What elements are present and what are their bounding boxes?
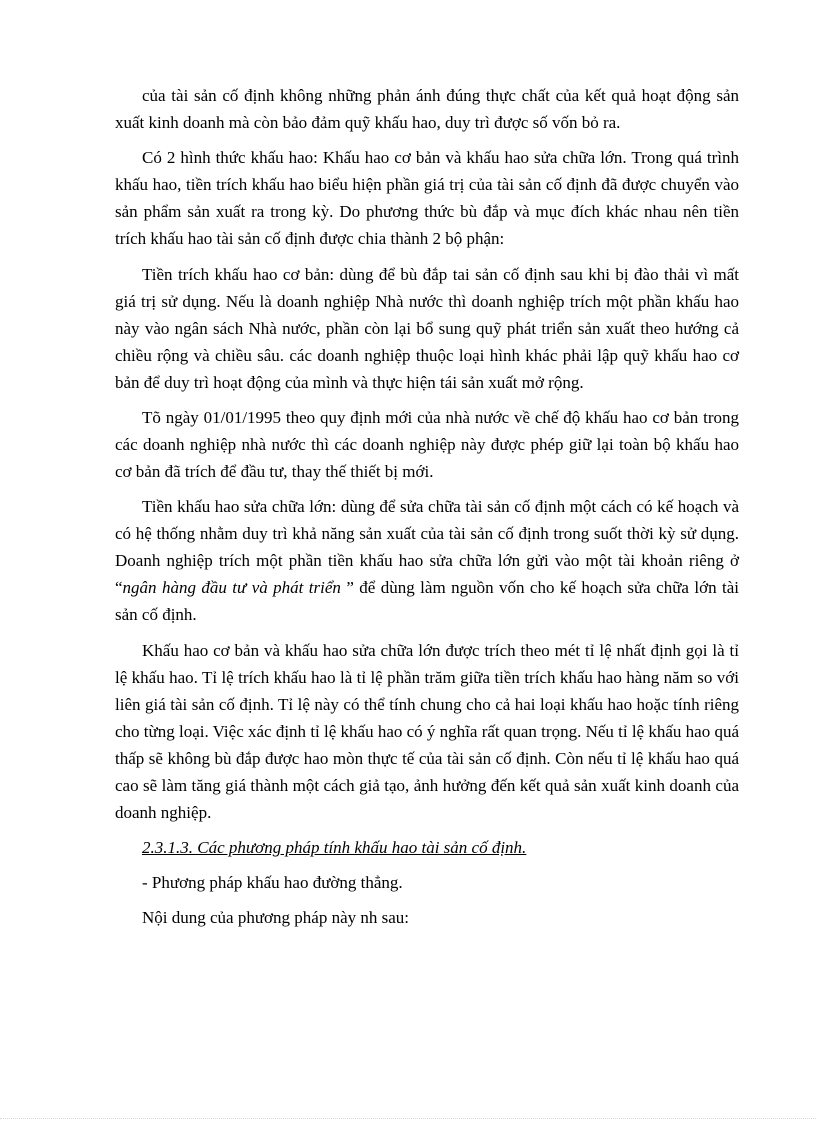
paragraph-basic-depreciation: Tiền trích khấu hao cơ bản: dùng để bù đắp tai sản cố định sau khi bị đào thải vì mất giá trị sử dụng. Nếu là doanh nghiệp Nhà nước thì doanh nghiệp trích một phần khấu hao này vào ngân sách Nhà nước, phần còn lại bổ sung quỹ phát triển sản xuất theo hướng cả chiều rộng và chiều sâu. các doanh nghiệp thuộc loại hình khác phải lập quỹ khấu hao cơ bản để duy trì hoạt động của mình và thực hiện tái sản xuất mở rộng. [115,265,739,392]
paragraph-depreciation-forms: Có 2 hình thức khấu hao: Khấu hao cơ bản và khấu hao sửa chữa lớn. Trong quá trình khấu hao, tiền trích khấu hao biểu hiện phần giá trị của tài sản cố định đã được chuyển vào sản phẩm sản xuất ra trong kỳ. Do phương thức bù đắp và mục đích khác nhau nên tiền trích khấu hao tài sản cố định được chia thành 2 bộ phận: [115,148,739,248]
method-content-line: Nội dung của phương pháp này nh sau: [142,908,410,927]
method-line: - Phương pháp khấu hao đường thẳng. [142,873,403,892]
paragraph-asset-depreciation-intro: của tài sản cố định không những phản ánh đúng thực chất của kết quả hoạt động sản xuất kinh doanh mà còn bảo đảm quỹ khấu hao, duy trì được số vốn bỏ ra. [115,86,739,132]
bank-name-italic: ngân hàng đầu tư và phát triển [122,578,341,597]
document-page [115,82,739,939]
paragraph-text-part: ” để dùng làm nguồn vốn cho kế hoạch sửa chữa lớn tài sản cố định. [115,578,739,624]
paragraph-text-part: Tiền khấu hao sửa chữa lớn: dùng để sửa chữa tài sản cố định một cách có kế hoạch và có hệ thống nhằm duy trì khả năng sản xuất của tài sản cố định trong suốt thời kỳ sử dụng. Doanh nghiệp trích một phần tiền khấu hao sửa chữa lớn gửi vào một tài khoản riêng ở “ [115,497,739,597]
paragraph-depreciation-rate: Khấu hao cơ bản và khấu hao sửa chữa lớn được trích theo mét tỉ lệ nhất định gọi là tỉ lệ khấu hao. Tỉ lệ trích khấu hao là tỉ lệ phần trăm giữa tiền trích khấu hao hàng năm so với liên giá tài sản cố định. Tỉ lệ này có thể tính chung cho cả hai loại khấu hao hoặc tính riêng cho từng loại. Việc xác định tỉ lệ khấu hao có ý nghĩa rất quan trọng. Nếu tỉ lệ khấu hao quá thấp sẽ không bù đắp được hao mòn thực tế của tài sản cố định. Còn nếu tỉ lệ khấu hao quá cao sẽ làm tăng giá thành một cách giả tạo, ảnh hưởng đến kết quả sản xuất kinh doanh của doanh nghiệp. [115,641,739,822]
paragraph-regulation-1995: Tõ ngày 01/01/1995 theo quy định mới của nhà nước về chế độ khấu hao cơ bản trong các doanh nghiệp nhà nước thì các doanh nghiệp này được phép giữ lại toàn bộ khấu hao cơ bản đã trích để đầu tư, thay thế thiết bị mới. [115,408,739,481]
section-heading: 2.3.1.3. Các phương pháp tính khấu hao tài sản cố định. [142,838,527,857]
paragraph-major-repair-depreciation [115,493,739,628]
page-bottom-border [0,1118,816,1119]
